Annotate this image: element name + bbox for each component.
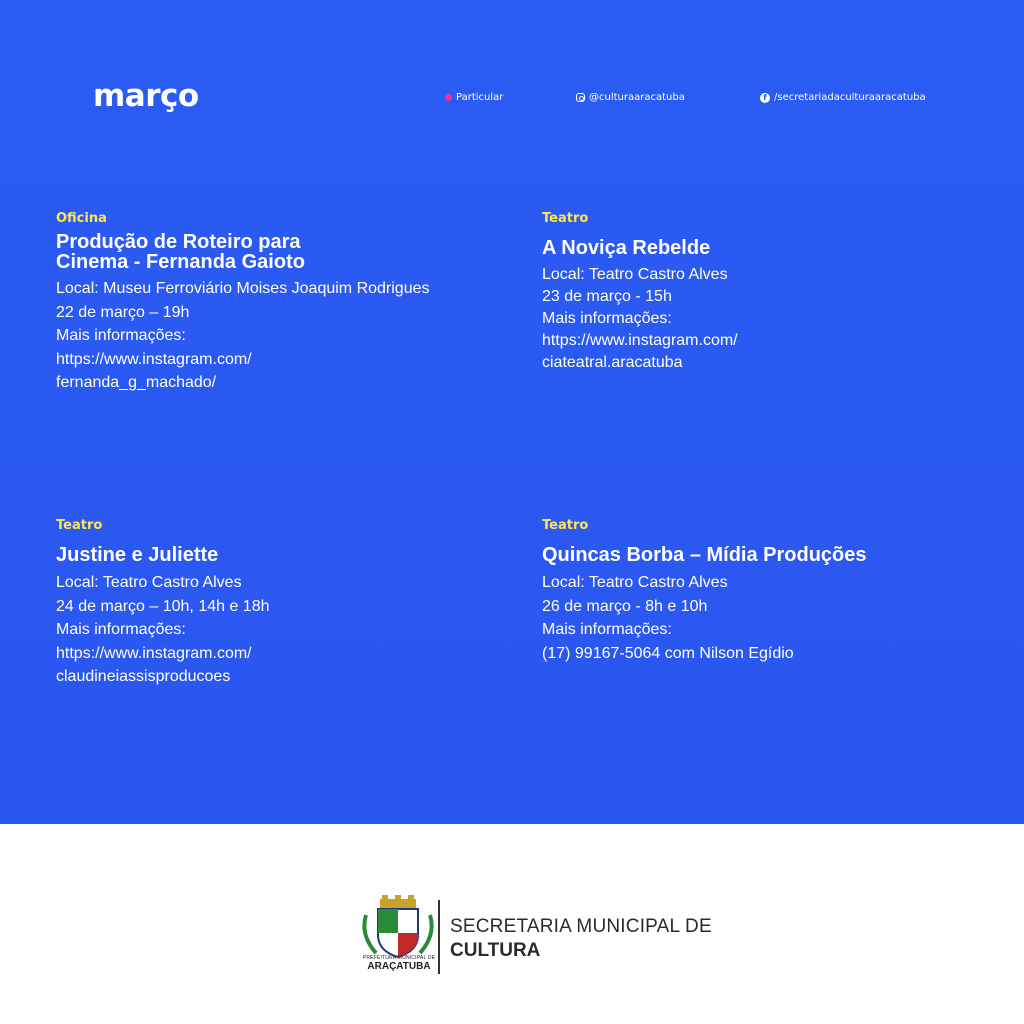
event-title: Justine e Juliette xyxy=(56,544,219,566)
department-name xyxy=(450,916,712,962)
event-info-label: Mais informações: xyxy=(542,621,672,638)
event-card-oficina xyxy=(56,211,496,395)
instagram-text: @culturaaracatuba xyxy=(589,92,685,103)
event-location: Local: Teatro Castro Alves xyxy=(56,574,242,591)
event-link-line-1[interactable]: https://www.instagram.com/ xyxy=(56,644,252,662)
event-card-justine-juliette xyxy=(56,518,496,689)
event-title: Quincas Borba – Mídia Produções xyxy=(542,544,867,566)
department-line-1: SECRETARIA MUNICIPAL DE xyxy=(450,916,712,937)
event-contact: (17) 99167-5064 com Nilson Egídio xyxy=(542,644,794,662)
facebook-icon: f xyxy=(760,93,770,103)
event-location: Local: Museu Ferroviário Moises Joaquim Rodrigues xyxy=(56,280,430,297)
facebook-handle[interactable] xyxy=(760,92,926,103)
event-link-line-1[interactable]: https://www.instagram.com/ xyxy=(542,332,738,349)
event-date: 23 de março - 15h xyxy=(542,288,672,305)
event-link-line-2[interactable]: fernanda_g_machado/ xyxy=(56,374,217,391)
event-info-label: Mais informações: xyxy=(56,621,186,638)
event-link-line-2[interactable]: ciateatral.aracatuba xyxy=(542,354,683,371)
event-category: Teatro xyxy=(542,518,589,533)
logo-caption-small: PREFEITURA MUNICIPAL DE xyxy=(362,955,436,961)
event-link-line-1[interactable]: https://www.instagram.com/ xyxy=(56,350,252,368)
department-line-2: CULTURA xyxy=(450,940,541,961)
event-category: Teatro xyxy=(56,518,103,533)
event-title-line-2: Cinema - Fernanda Gaioto xyxy=(56,251,305,273)
event-info-label: Mais informações: xyxy=(542,310,672,327)
facebook-text: /secretariadaculturaaracatuba xyxy=(774,92,926,103)
instagram-icon xyxy=(576,93,585,102)
logo-caption xyxy=(355,955,443,972)
event-date: 24 de março – 10h, 14h e 18h xyxy=(56,597,270,615)
event-title: A Noviça Rebelde xyxy=(542,237,711,259)
event-category: Oficina xyxy=(56,211,107,226)
event-card-quincas-borba xyxy=(542,518,982,665)
legend-label: Particular xyxy=(456,92,504,103)
footer-divider xyxy=(438,900,440,974)
logo-caption-city: ARAÇATUBA xyxy=(367,961,431,972)
legend-particular xyxy=(445,92,503,103)
event-location: Local: Teatro Castro Alves xyxy=(542,574,728,591)
event-category: Teatro xyxy=(542,211,589,226)
event-info-label: Mais informações: xyxy=(56,327,186,344)
event-link-line-2[interactable]: claudineiassisproducoes xyxy=(56,668,231,685)
instagram-handle[interactable] xyxy=(576,92,685,103)
event-date: 22 de março – 19h xyxy=(56,303,190,321)
event-date: 26 de março - 8h e 10h xyxy=(542,597,708,615)
event-card-novica-rebelde xyxy=(542,211,982,374)
pink-dot-icon xyxy=(445,94,452,101)
event-location: Local: Teatro Castro Alves xyxy=(542,266,728,283)
event-title-line-1: Produção de Roteiro para xyxy=(56,231,301,253)
month-title: março xyxy=(93,78,199,114)
